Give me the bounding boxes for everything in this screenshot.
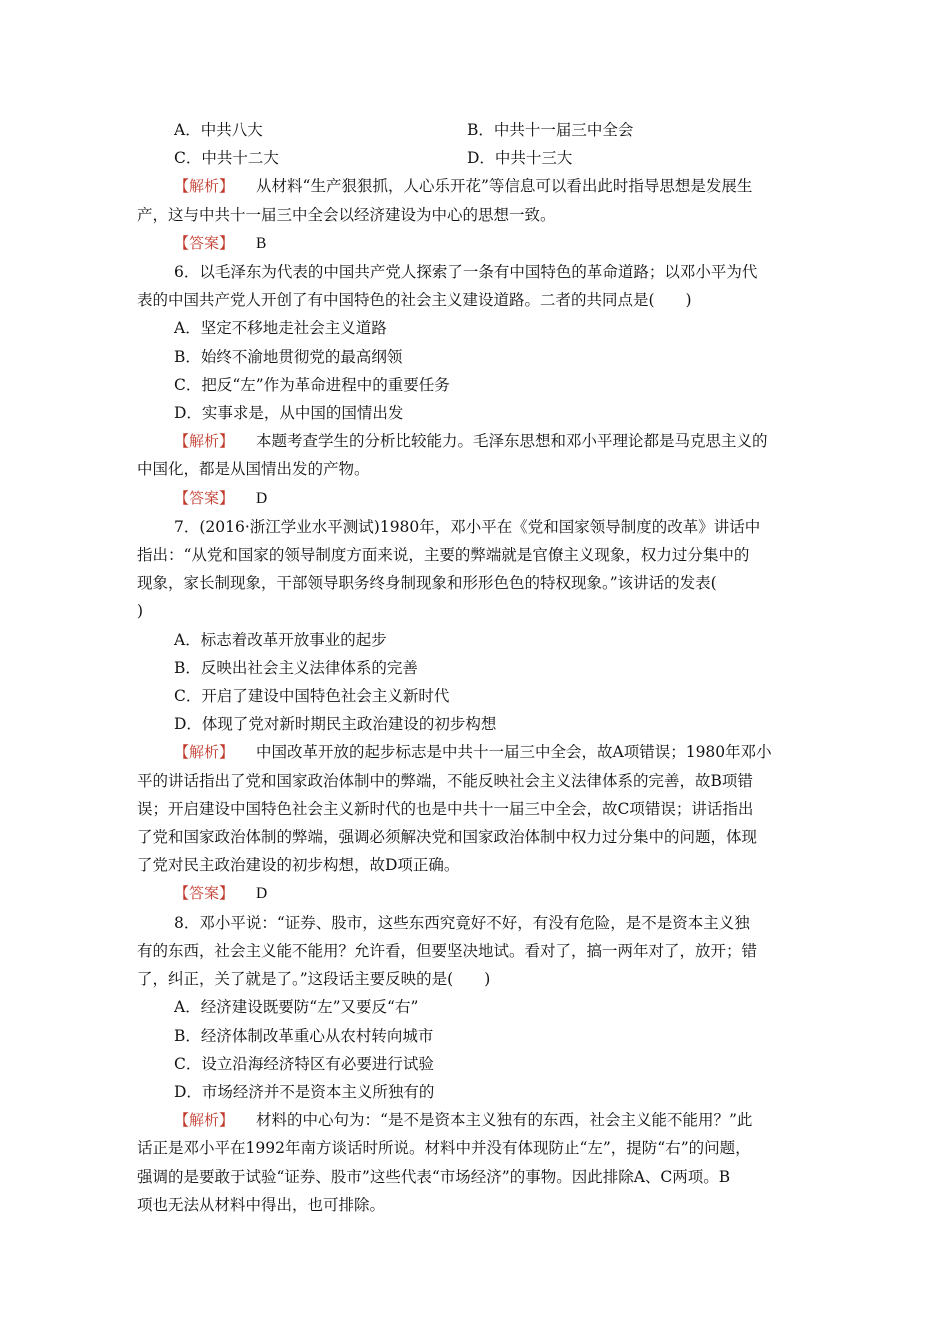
q6-option-d: D．实事求是，从中国的国情出发 xyxy=(174,404,404,423)
q7-analysis-line-2: 平的讲话指出了党和国家政治体制中的弊端，不能反映社会主义法律体系的完善，故B项错 xyxy=(137,771,753,790)
q6-stem xyxy=(137,258,817,314)
q8-analysis-line-3: 强调的是要敢于试验“证券、股市”这些代表“市场经济”的事物。因此排除A、C两项。B xyxy=(137,1167,731,1186)
q5-analysis-line-1: 从材料“生产狠狠抓，人心乐开花”等信息可以看出此时指导思想是发展生 xyxy=(256,177,753,196)
q8-stem xyxy=(137,909,817,994)
q6-answer-value: D xyxy=(256,489,268,507)
q7-option-b: B．反映出社会主义法律体系的完善 xyxy=(174,658,418,677)
q8-stem-line-2: 有的东西，社会主义能不能用？允许看，但要坚决地试。看对了，搞一两年对了，放开；错 xyxy=(137,941,758,960)
q8-option-a: A．经济建设既要防“左”又要反“右” xyxy=(174,998,419,1017)
q8-analysis-tag: 【解析】 xyxy=(174,1111,235,1130)
q7-answer-value: D xyxy=(256,885,268,903)
q6-stem-line-2: 表的中国共产党人开创了有中国特色的社会主义建设道路。二者的共同点是( ) xyxy=(137,291,692,310)
q8-stem-line-3: 了，纠正，关了就是了。”这段话主要反映的是( ) xyxy=(137,970,491,989)
q8-option-b: B．经济体制改革重心从农村转向城市 xyxy=(174,1026,434,1045)
q5-options-row-1 xyxy=(137,116,817,144)
q7-stem-line-1: 7．(2016·浙江学业水平测试)1980年，邓小平在《党和国家领导制度的改革》讲话中 xyxy=(174,517,761,536)
q8-analysis xyxy=(137,1106,817,1219)
q7-analysis xyxy=(137,738,817,879)
q7-analysis-line-4: 了党和国家政治体制的弊端，强调必须解决党和国家政治体制中权力过分集中的问题，体现 xyxy=(137,828,758,847)
q5-analysis-line-2: 产，这与中共十一届三中全会以经济建设为中心的思想一致。 xyxy=(137,205,556,224)
q7-stem-line-3: 现象，家长制现象，干部领导职务终身制现象和形形色色的特权现象。”该讲话的发表( xyxy=(137,574,717,593)
q7-answer-tag: 【答案】 xyxy=(174,884,235,903)
q7-analysis-tag: 【解析】 xyxy=(174,743,235,762)
q6-option-c: C．把反“左”作为革命进程中的重要任务 xyxy=(174,375,450,394)
q5-analysis-tag: 【解析】 xyxy=(174,177,235,196)
q7-stem-line-4: ) xyxy=(137,602,144,621)
q7-option-c: C．开启了建设中国特色社会主义新时代 xyxy=(174,687,450,706)
q5-option-c: C．中共十二大 xyxy=(174,149,279,168)
q8-option-c: C．设立沿海经济特区有必要进行试验 xyxy=(174,1054,434,1073)
q5-answer-value: B xyxy=(256,234,267,252)
q5-answer-tag: 【答案】 xyxy=(174,233,235,252)
q6-answer-tag: 【答案】 xyxy=(174,488,235,507)
q7-option-d: D．体现了党对新时期民主政治建设的初步构想 xyxy=(174,715,497,734)
q7-answer xyxy=(137,879,817,908)
q8-option-d: D．市场经济并不是资本主义所独有的 xyxy=(174,1082,435,1101)
q6-analysis xyxy=(137,427,817,483)
q5-analysis xyxy=(137,172,817,228)
q6-analysis-tag: 【解析】 xyxy=(174,432,235,451)
q7-analysis-line-5: 了党对民主政治建设的初步构想，故D项正确。 xyxy=(137,856,460,875)
q5-answer xyxy=(137,229,817,258)
q6-analysis-line-2: 中国化，都是从国情出发的产物。 xyxy=(137,460,370,479)
q6-option-a: A．坚定不移地走社会主义道路 xyxy=(174,319,387,338)
q8-analysis-line-1: 材料的中心句为：“是不是资本主义独有的东西，社会主义能不能用？”此 xyxy=(256,1111,753,1130)
q6-stem-line-1: 6．以毛泽东为代表的中国共产党人探索了一条有中国特色的革命道路；以邓小平为代 xyxy=(174,263,758,282)
q7-analysis-line-3: 误；开启建设中国特色社会主义新时代的也是中共十一届三中全会，故C项错误；讲话指出 xyxy=(137,799,754,818)
q7-analysis-line-1: 中国改革开放的起步标志是中共十一届三中全会，故A项错误；1980年邓小 xyxy=(256,743,772,762)
document-content xyxy=(137,116,817,1219)
q8-stem-line-1: 8．邓小平说：“证券、股市，这些东西究竟好不好，有没有危险，是不是资本主义独 xyxy=(174,913,750,932)
q8-analysis-line-4: 项也无法从材料中得出，也可排除。 xyxy=(137,1195,386,1214)
q7-stem-line-2: 指出：“从党和国家的领导制度方面来说，主要的弊端就是官僚主义现象，权力过分集中的 xyxy=(137,546,750,565)
q5-option-d: D．中共十三大 xyxy=(467,149,573,168)
q5-option-b: B．中共十一届三中全会 xyxy=(467,121,634,139)
q7-option-a: A．标志着改革开放事业的起步 xyxy=(174,630,387,649)
q5-options-row-2 xyxy=(137,144,817,172)
q5-option-a: A．中共八大 xyxy=(174,121,263,139)
q8-analysis-line-2: 话正是邓小平在1992年南方谈话时所说。材料中并没有体现防止“左”，提防“右”的问题， xyxy=(137,1139,751,1158)
q6-answer xyxy=(137,484,817,513)
q6-option-b: B．始终不渝地贯彻党的最高纲领 xyxy=(174,347,403,366)
q7-stem xyxy=(137,513,817,626)
q6-analysis-line-1: 本题考查学生的分析比较能力。毛泽东思想和邓小平理论都是马克思主义的 xyxy=(256,432,768,451)
